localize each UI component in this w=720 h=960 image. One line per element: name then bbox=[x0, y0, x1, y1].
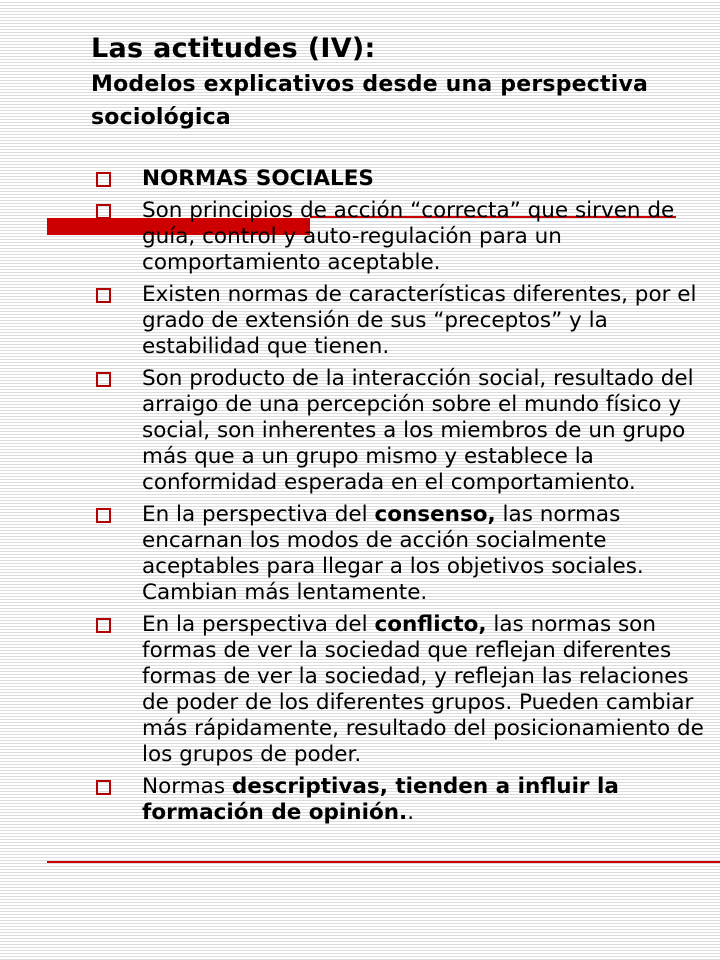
square-bullet-icon bbox=[96, 288, 111, 303]
bullet-text: Son producto de la interacción social, resultado del arraigo de una percepción sobre el mundo físico y social, son inherentes a los miembros de un grupo más que a un grupo mismo y establece la conformidad esperada en el comportamiento. bbox=[142, 366, 694, 495]
bullet-text-before: Normas bbox=[142, 774, 232, 799]
square-bullet-icon bbox=[96, 618, 111, 633]
bullet-text: NORMAS SOCIALES bbox=[142, 166, 374, 191]
bullet-text-after: . bbox=[407, 800, 415, 825]
bullet-item bbox=[96, 366, 720, 496]
bullet-item bbox=[96, 502, 720, 606]
square-bullet-icon bbox=[96, 204, 111, 219]
square-bullet-icon bbox=[96, 172, 111, 187]
square-bullet-icon bbox=[96, 780, 111, 795]
square-bullet-icon bbox=[96, 508, 111, 523]
square-bullet-icon bbox=[96, 372, 111, 387]
slide-title: Las actitudes (IV): bbox=[91, 33, 376, 64]
bullet-list bbox=[96, 166, 720, 832]
decorative-red-line-bottom bbox=[47, 861, 720, 863]
bullet-text: Son principios de acción “correcta” que sirven de guía, control y auto-regulación para un comportamiento aceptable. bbox=[142, 198, 675, 275]
bullet-item bbox=[96, 612, 720, 768]
bullet-item bbox=[96, 774, 720, 826]
bullet-item bbox=[96, 166, 720, 192]
bullet-text-after: las normas encarnan los modos de acción socialmente aceptables para llegar a los objetivos sociales. Cambian más lentamente. bbox=[142, 502, 644, 605]
bullet-item bbox=[96, 282, 720, 360]
bullet-emphasis: descriptivas, tienden a influir la formación de opinión. bbox=[142, 774, 619, 825]
slide-subtitle: Modelos explicativos desde una perspectiva sociológica bbox=[91, 72, 649, 130]
bullet-emphasis: consenso, bbox=[374, 502, 496, 527]
bullet-text: Existen normas de características diferentes, por el grado de extensión de sus “preceptos” y la estabilidad que tienen. bbox=[142, 282, 697, 359]
bullet-text-after: las normas son formas de ver la sociedad que reflejan diferentes formas de ver la sociedad, y reflejan las relaciones de poder de los diferentes grupos. Pueden cambiar más rápidamente, resultado del posicionamiento de los grupos de poder. bbox=[142, 612, 704, 767]
bullet-text-before: En la perspectiva del bbox=[142, 502, 375, 527]
bullet-item bbox=[96, 198, 720, 276]
bullet-emphasis: conflicto, bbox=[374, 612, 487, 637]
bullet-text-before: En la perspectiva del bbox=[142, 612, 375, 637]
